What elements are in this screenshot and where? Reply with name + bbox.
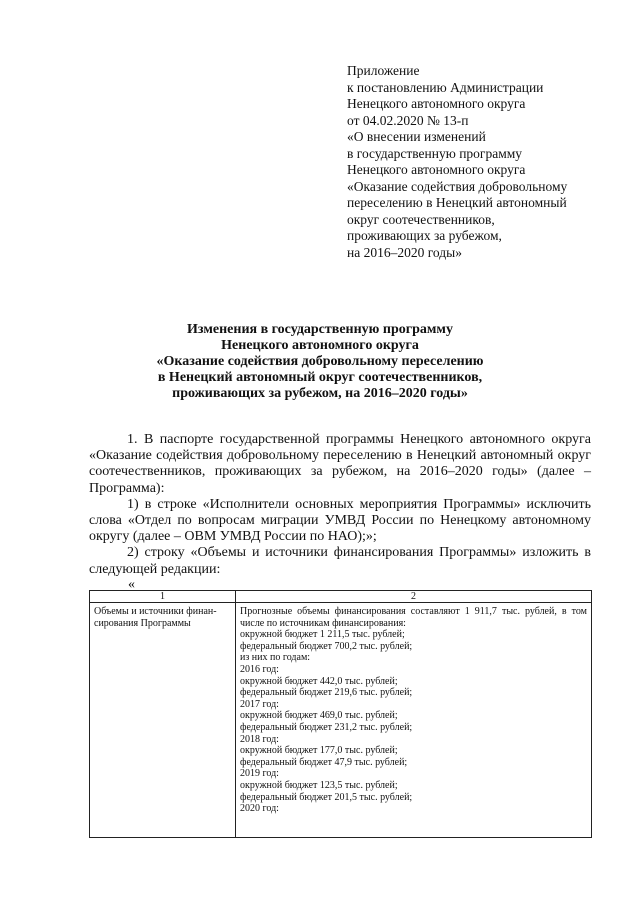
appendix-line: переселению в Ненецкий автономный [347,195,567,210]
funding-line: окружной бюджет 442,0 тыс. рублей; [240,675,398,687]
funding-line: 2020 год: [240,803,279,815]
appendix-line: округ соотечественников, [347,211,495,227]
funding-line: окружной бюджет 123,5 тыс. рублей; [240,779,398,791]
table-header-row [90,591,592,603]
funding-table [89,590,592,838]
funding-intro: Прогнозные объемы финансирования составляют 1 911,7 тыс. рублей, в том числе по источникам финансирования: [240,606,587,629]
document-title [80,322,560,402]
appendix-header [347,63,607,261]
column-header-1: 1 [90,591,236,603]
funding-line: 2017 год: [240,698,279,710]
paragraph-1: 1. В паспорте государственной программы Ненецкого автономного округа «Оказание содействия добровольному переселению в Ненецкий автономный округ соотечественников, проживающих за рубежом, на 2016–2020 годы» (далее – Программа): [89,432,591,496]
title-line: Изменения в государственную программу [187,322,453,337]
funding-line: федеральный бюджет 219,6 тыс. рублей; [240,687,413,699]
appendix-line: Ненецкого автономного округа [347,162,526,177]
paragraph-3: 2) строку «Объемы и источники финансирования Программы» изложить в следующей редакции: [89,545,591,577]
appendix-line: Приложение [347,63,420,78]
title-line: проживающих за рубежом, на 2016–2020 годы» [172,386,468,401]
funding-line: окружной бюджет 177,0 тыс. рублей; [240,745,398,757]
title-line: Ненецкого автономного округа [221,338,419,353]
funding-line: окружной бюджет 1 211,5 тыс. рублей; [240,629,405,641]
appendix-line: «О внесении изменений [347,129,486,144]
funding-line: из них по годам: [240,652,311,664]
funding-line: федеральный бюджет 201,5 тыс. рублей; [240,791,413,803]
appendix-line: «Оказание содействия добровольному [347,178,568,194]
funding-line: 2018 год: [240,733,279,745]
funding-line: федеральный бюджет 700,2 тыс. рублей; [240,640,413,652]
appendix-line: от 04.02.2020 № 13-п [347,112,469,128]
appendix-line: Ненецкого автономного округа [347,96,526,111]
opening-quote: « [128,577,135,592]
appendix-line: на 2016–2020 годы» [347,244,462,260]
row-label-cell: Объемы и источники финан-сирования Программы [90,603,236,838]
appendix-line: к постановлению Администрации [347,79,544,95]
appendix-line: проживающих за рубежом, [347,228,502,243]
row-value-cell [236,603,592,838]
appendix-line: в государственную программу [347,145,523,161]
funding-line: 2016 год: [240,663,279,675]
paragraph-2: 1) в строке «Исполнители основных мероприятия Программы» исключить слова «Отдел по вопросам миграции УМВД России по Ненецкому автономному округу (далее – ОВМ УМВД России по НАО);»; [89,496,591,545]
document-body [89,432,591,578]
table-row [90,603,592,838]
column-header-2: 2 [236,591,592,603]
funding-line: окружной бюджет 469,0 тыс. рублей; [240,710,398,722]
title-line: «Оказание содействия добровольному переселению [156,354,484,369]
title-line: в Ненецкий автономный округ соотечественников, [157,370,483,385]
funding-line: федеральный бюджет 231,2 тыс. рублей; [240,721,413,733]
funding-line: 2019 год: [240,768,279,780]
funding-line: федеральный бюджет 47,9 тыс. рублей; [240,756,408,768]
